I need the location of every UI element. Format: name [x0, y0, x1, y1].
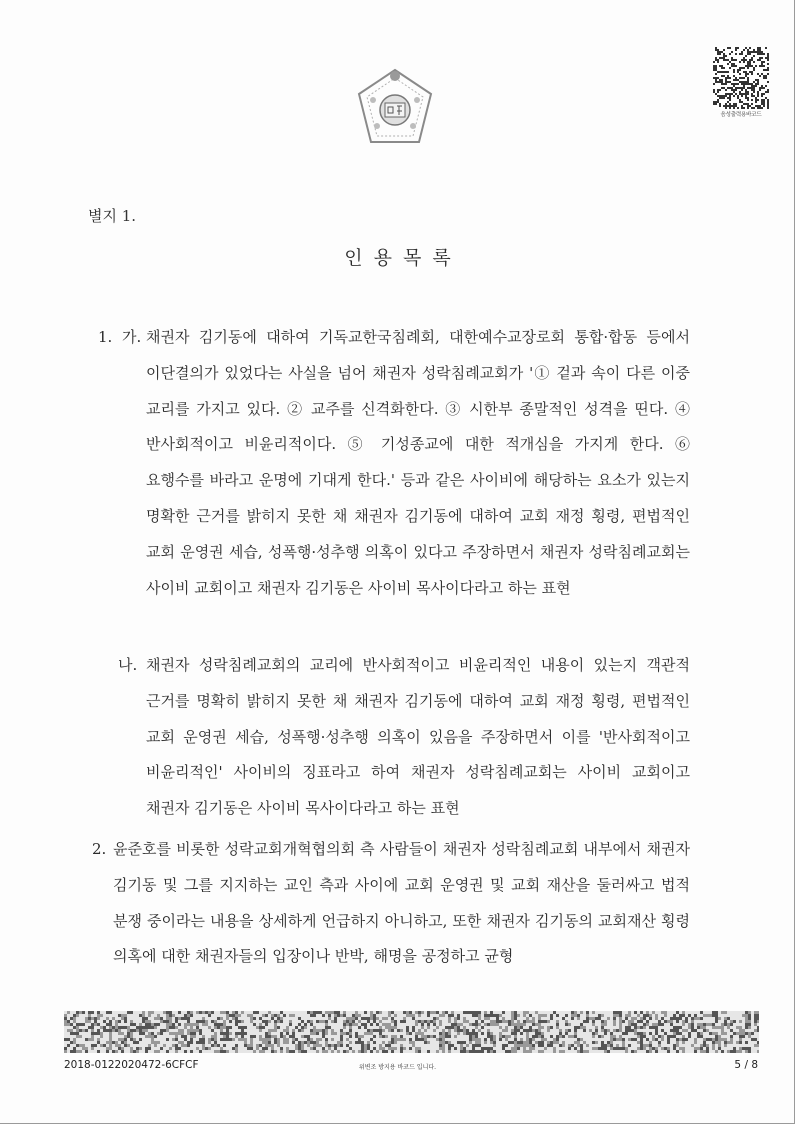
list-item-1-ga — [98, 320, 690, 606]
barcode-caption: 음성출력용바코드 — [720, 112, 762, 118]
annex-label: 별지 1. — [88, 207, 137, 225]
item-subnumber: 나. — [118, 656, 138, 674]
item-subnumber: 가. — [122, 328, 142, 346]
list-item-2 — [92, 832, 690, 975]
barcode-pattern — [713, 47, 769, 109]
barcode-note: 위변조 방지용 바코드 입니다. — [358, 1064, 437, 1071]
item-text: 채권자 성락침례교회의 교리에 반사회적이고 비윤리적인 내용이 있는지 객관적 근거를 명확히 밝히지 못한 채 채권자 김기동에 대하여 교회 재정 횡령, 편법적인 교회 운영권 세습, 성폭행·성추행 의혹이 있음을 주장하면서 이를 '반사회적이고 비윤리적인' 사이비의 징표라고 하여 채권자 성락침례교회는 사이비 교회이고 채권자 김기동은 사이비 목사이다라고 하는 표현 — [146, 656, 690, 818]
anti-forgery-barcode — [64, 1011, 759, 1053]
document-title: 인용목록 — [344, 247, 462, 269]
voice-output-barcode — [713, 47, 769, 119]
item-number: 1. — [98, 328, 113, 346]
list-item-1-na — [118, 648, 690, 827]
court-seal-emblem — [353, 66, 437, 148]
item-text: 채권자 김기동에 대하여 기독교한국침례회, 대한예수교장로회 통합·합동 등에서 이단결의가 있었다는 사실을 넘어 채권자 성락침례교회가 '① 겉과 속이 다른 이중 교리를 가지고 있다. ② 교주를 신격화한다. ③ 시한부 종말적인 성격을 띤다. ④ 반사회적이고 비윤리적이다. ⑤ 기성종교에 대한 적개심을 가지게 한다. ⑥ 요행수를 바라고 운명에 기대게 한다.' 등과 같은 사이비에 해당하는 요소가 있는지 명확한 근거를 밝히지 못한 채 채권자 김기동에 대하여 교회 재정 횡령, 편법적인 교회 운영권 세습, 성폭행·성추행 의혹이 있다고 주장하면서 채권자 성락침례교회는 사이비 교회이고 채권자 김기동은 사이비 목사이다라고 하는 표현 — [146, 328, 690, 597]
document-number: 2018-0122020472-6CFCF — [64, 1059, 199, 1071]
item-number: 2. — [92, 840, 107, 858]
page-number: 5 / 8 — [734, 1059, 758, 1071]
item-text: 윤준호를 비롯한 성락교회개혁협의회 측 사람들이 채권자 성락침례교회 내부에서 채권자 김기동 및 그를 지지하는 교인 측과 사이에 교회 운영권 및 교회 재산을 둘러싸고 법적 분쟁 중이라는 내용을 상세하게 언급하지 아니하고, 또한 채권자 김기동의 교회재산 횡령 의혹에 대한 채권자들의 입장이나 반박, 해명을 공정하고 균형 — [113, 840, 690, 966]
